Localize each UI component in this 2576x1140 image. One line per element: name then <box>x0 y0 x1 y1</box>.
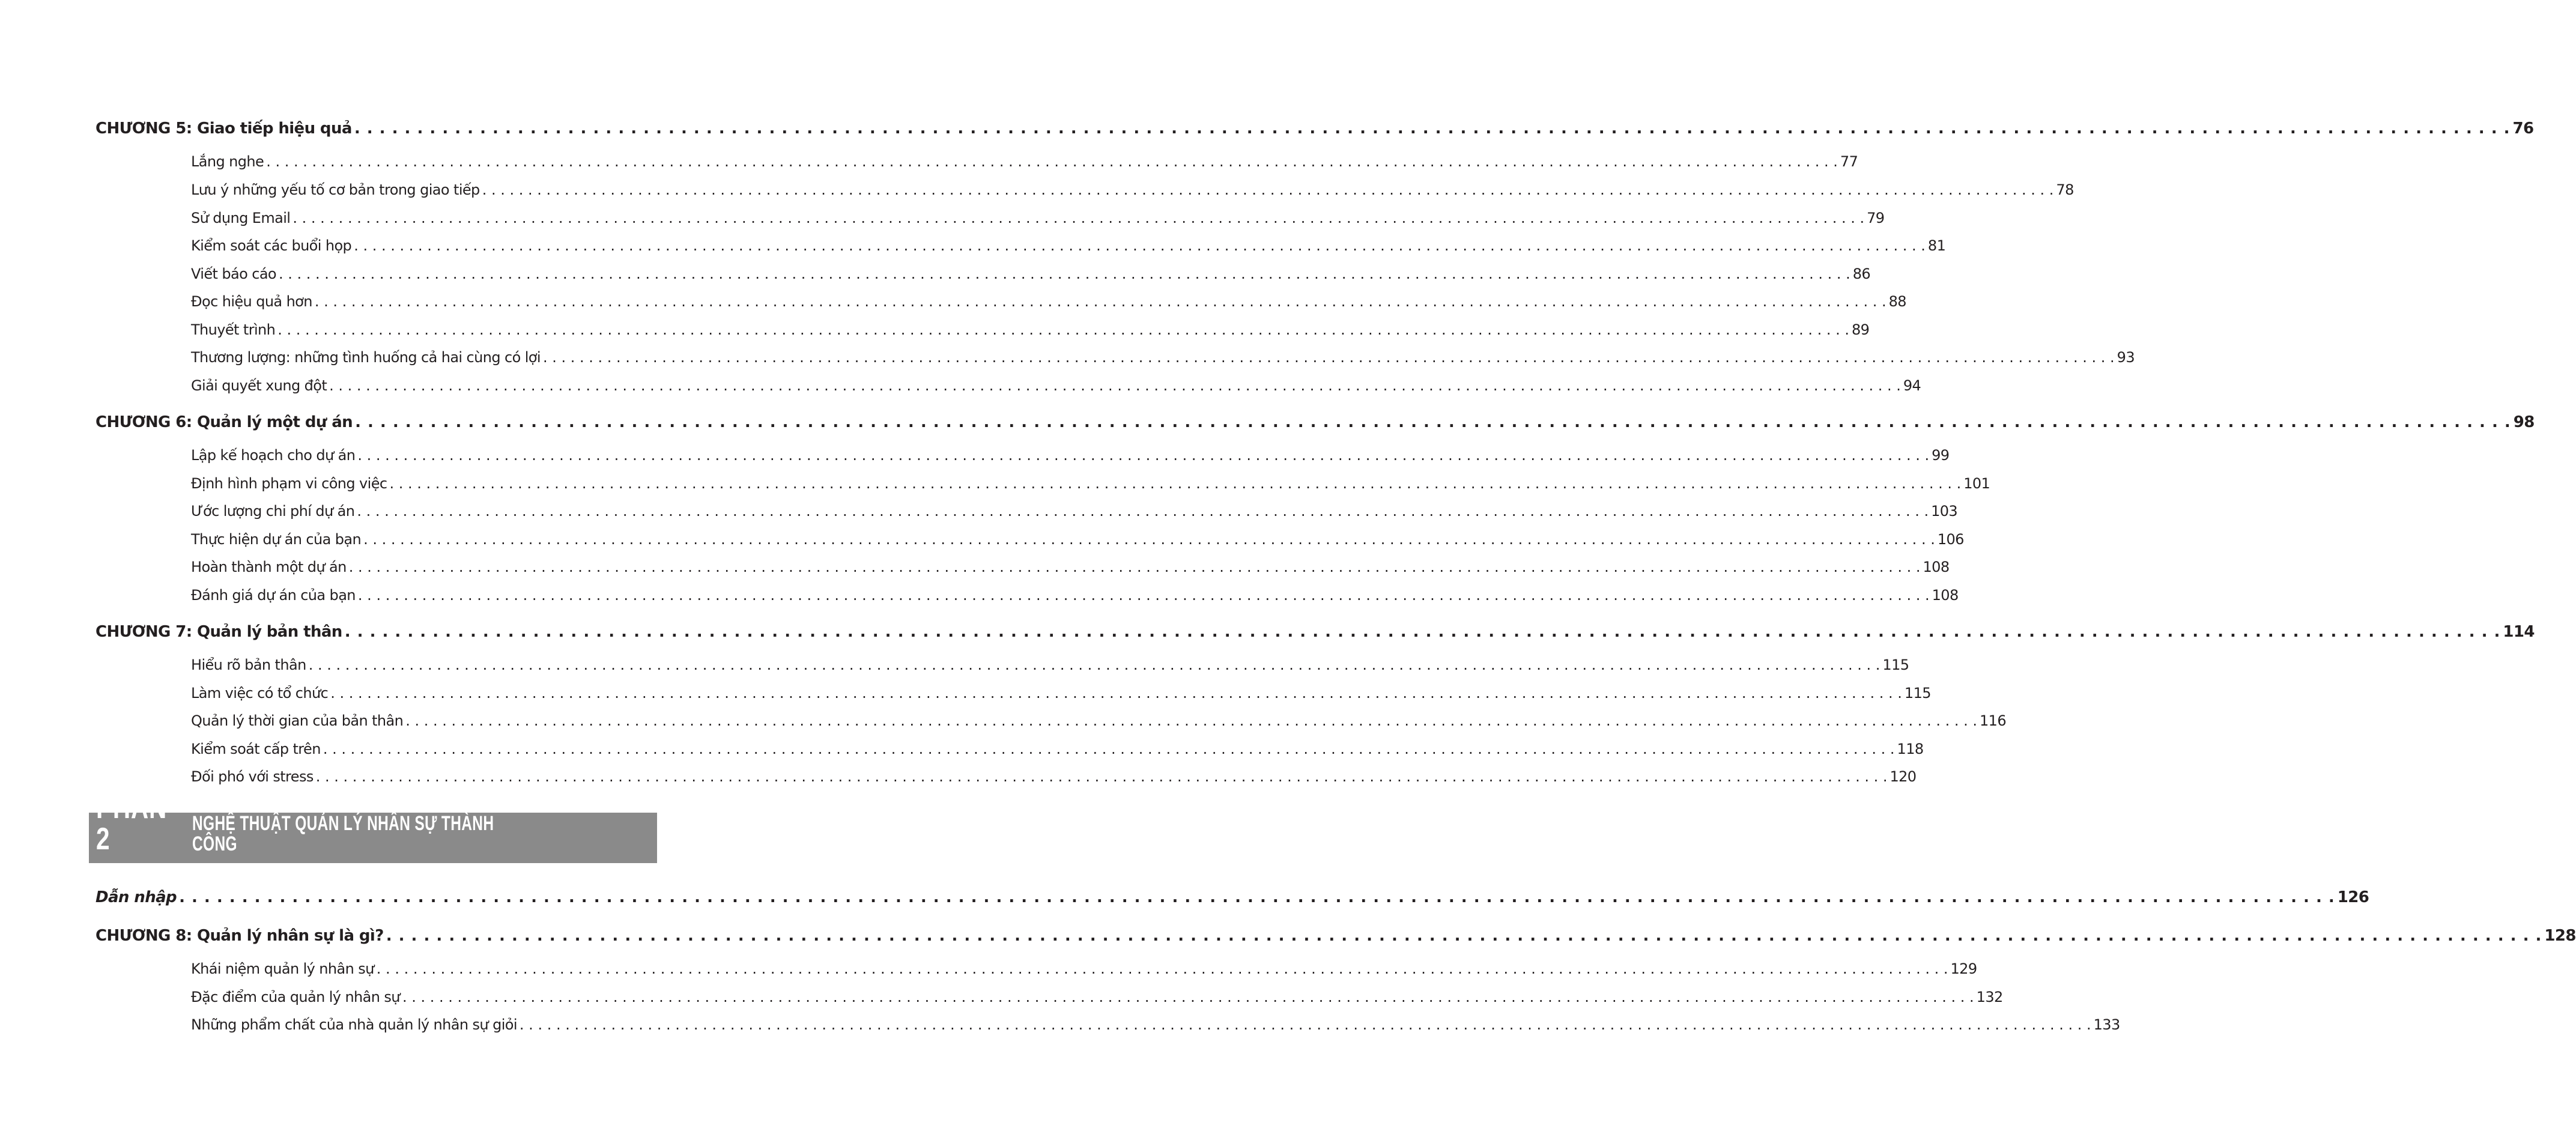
chapter-title: CHƯƠNG 8: Quản lý nhân sự là gì? <box>95 927 384 945</box>
toc-section[interactable] <box>191 503 1958 520</box>
page-number: 89 <box>1851 321 1870 338</box>
section-title: Khái niệm quản lý nhân sự <box>191 960 374 977</box>
chapter-title: CHƯƠNG 7: Quản lý bản thân <box>95 623 342 641</box>
section-title: Những phẩm chất của nhà quản lý nhân sự giỏi <box>191 1016 517 1033</box>
section-title: Quản lý thời gian của bản thân <box>191 712 404 729</box>
leader-dots <box>390 475 1962 492</box>
page-number: 76 <box>2512 120 2534 138</box>
section-title: Làm việc có tổ chức <box>191 685 329 702</box>
section-title: Đặc điểm của quản lý nhân sự <box>191 989 400 1005</box>
section-title: Đọc hiệu quả hơn <box>191 293 312 310</box>
toc-intro[interactable] <box>95 888 2369 906</box>
toc-section[interactable] <box>191 265 1871 282</box>
toc-section[interactable] <box>191 210 1885 226</box>
page-number: 118 <box>1897 741 1924 757</box>
section-title: Thực hiện dự án của bạn <box>191 531 362 548</box>
toc-section[interactable] <box>191 475 1990 492</box>
section-title: Lập kế hoạch cho dự án <box>191 447 356 464</box>
section-title: Viết báo cáo <box>191 265 277 282</box>
section-title: Đánh giá dự án của bạn <box>191 587 356 604</box>
page-number: 126 <box>2337 888 2369 906</box>
leader-dots <box>355 413 2511 431</box>
page-number: 114 <box>2503 623 2535 641</box>
leader-dots <box>323 741 1895 757</box>
page-number: 133 <box>2093 1016 2120 1033</box>
page-number: 128 <box>2544 927 2576 945</box>
toc-section[interactable] <box>191 377 1921 394</box>
page-number: 132 <box>1976 989 2003 1005</box>
toc-section[interactable] <box>191 349 2135 366</box>
leader-dots <box>405 712 1977 729</box>
section-title: Kiểm soát các buổi họp <box>191 237 352 254</box>
part-title: NGHỆ THUẬT QUẢN LÝ NHÂN SỰ THÀNH CÔNG <box>192 812 494 855</box>
section-title: Kiểm soát cấp trên <box>191 741 321 757</box>
leader-dots <box>266 153 1838 170</box>
leader-dots <box>349 559 1921 575</box>
section-title: Sử dụng Email <box>191 210 291 226</box>
section-title: Định hình phạm vi công việc <box>191 475 387 492</box>
page-number: 86 <box>1852 265 1871 282</box>
toc-section[interactable] <box>191 712 2006 729</box>
leader-dots <box>179 888 2335 906</box>
leader-dots <box>358 587 1930 604</box>
leader-dots <box>357 503 1929 520</box>
toc-section[interactable] <box>191 989 2003 1005</box>
toc-section[interactable] <box>191 685 1931 702</box>
toc-section[interactable] <box>191 321 1870 338</box>
section-title: Đối phó với stress <box>191 768 314 785</box>
page-number: 94 <box>1903 377 1921 394</box>
section-title: Hiểu rõ bản thân <box>191 656 306 673</box>
leader-dots <box>309 656 1880 673</box>
page-number: 99 <box>1932 447 1950 464</box>
leader-dots <box>386 927 2542 945</box>
toc-section[interactable] <box>191 237 1946 254</box>
page-number: 93 <box>2117 349 2135 366</box>
page-number: 108 <box>1923 559 1950 575</box>
chapter-title: CHƯƠNG 5: Giao tiếp hiệu quả <box>95 120 352 138</box>
chapter-title: CHƯƠNG 6: Quản lý một dự án <box>95 413 353 431</box>
page-number: 98 <box>2513 413 2535 431</box>
toc-section[interactable] <box>191 587 1959 604</box>
section-title: Giải quyết xung đột <box>191 377 327 394</box>
page-number: 103 <box>1931 503 1958 520</box>
leader-dots <box>345 623 2501 641</box>
toc-section[interactable] <box>191 447 1950 464</box>
toc-chapter-7[interactable] <box>95 623 2535 641</box>
toc-section[interactable] <box>191 768 1917 785</box>
toc-section[interactable] <box>191 960 1977 977</box>
toc-section[interactable] <box>191 559 1950 575</box>
page-number: 81 <box>1927 237 1946 254</box>
page-number: 115 <box>1882 656 1909 673</box>
section-title: Lắng nghe <box>191 153 264 170</box>
page-number: 101 <box>1963 475 1990 492</box>
section-title: Hoàn thành một dự án <box>191 559 347 575</box>
intro-title: Dẫn nhập <box>95 888 177 906</box>
leader-dots <box>543 349 2115 366</box>
leader-dots <box>277 321 1849 338</box>
toc-section[interactable] <box>191 531 1964 548</box>
page-number: 120 <box>1890 768 1917 785</box>
leader-dots <box>292 210 1864 226</box>
toc-chapter-8[interactable] <box>95 927 2576 945</box>
toc-section[interactable] <box>191 1016 2120 1033</box>
page-number: 116 <box>1979 712 2006 729</box>
part-2-banner[interactable] <box>89 790 657 863</box>
leader-dots <box>520 1016 2091 1033</box>
page-number: 79 <box>1867 210 1885 226</box>
leader-dots <box>329 377 1901 394</box>
leader-dots <box>330 685 1902 702</box>
part-number: PHẦN 2 <box>96 790 168 857</box>
leader-dots <box>357 447 1929 464</box>
leader-dots <box>354 120 2511 138</box>
page-number: 78 <box>2056 181 2074 198</box>
leader-dots <box>363 531 1935 548</box>
toc-section[interactable] <box>191 153 1858 170</box>
leader-dots <box>315 293 1887 310</box>
page-number: 129 <box>1950 960 1977 977</box>
section-title: Ước lượng chi phí dự án <box>191 503 355 520</box>
leader-dots <box>316 768 1888 785</box>
leader-dots <box>482 181 2054 198</box>
toc-section[interactable] <box>191 741 1924 757</box>
section-title: Thuyết trình <box>191 321 276 338</box>
page-number: 88 <box>1888 293 1906 310</box>
page-number: 108 <box>1932 587 1959 604</box>
section-title: Thương lượng: những tình huống cả hai cùng có lợi <box>191 349 541 366</box>
toc-section[interactable] <box>191 181 2074 198</box>
section-title: Lưu ý những yếu tố cơ bản trong giao tiếp <box>191 181 480 198</box>
leader-dots <box>279 265 1850 282</box>
toc-section[interactable] <box>191 656 1909 673</box>
page-number: 115 <box>1904 685 1931 702</box>
leader-dots <box>377 960 1948 977</box>
leader-dots <box>402 989 1974 1005</box>
page-number: 77 <box>1840 153 1858 170</box>
leader-dots <box>354 237 1926 254</box>
toc-section[interactable] <box>191 293 1906 310</box>
toc-chapter-5[interactable] <box>95 120 2534 138</box>
toc-chapter-6[interactable] <box>95 413 2535 431</box>
page-number: 106 <box>1937 531 1964 548</box>
